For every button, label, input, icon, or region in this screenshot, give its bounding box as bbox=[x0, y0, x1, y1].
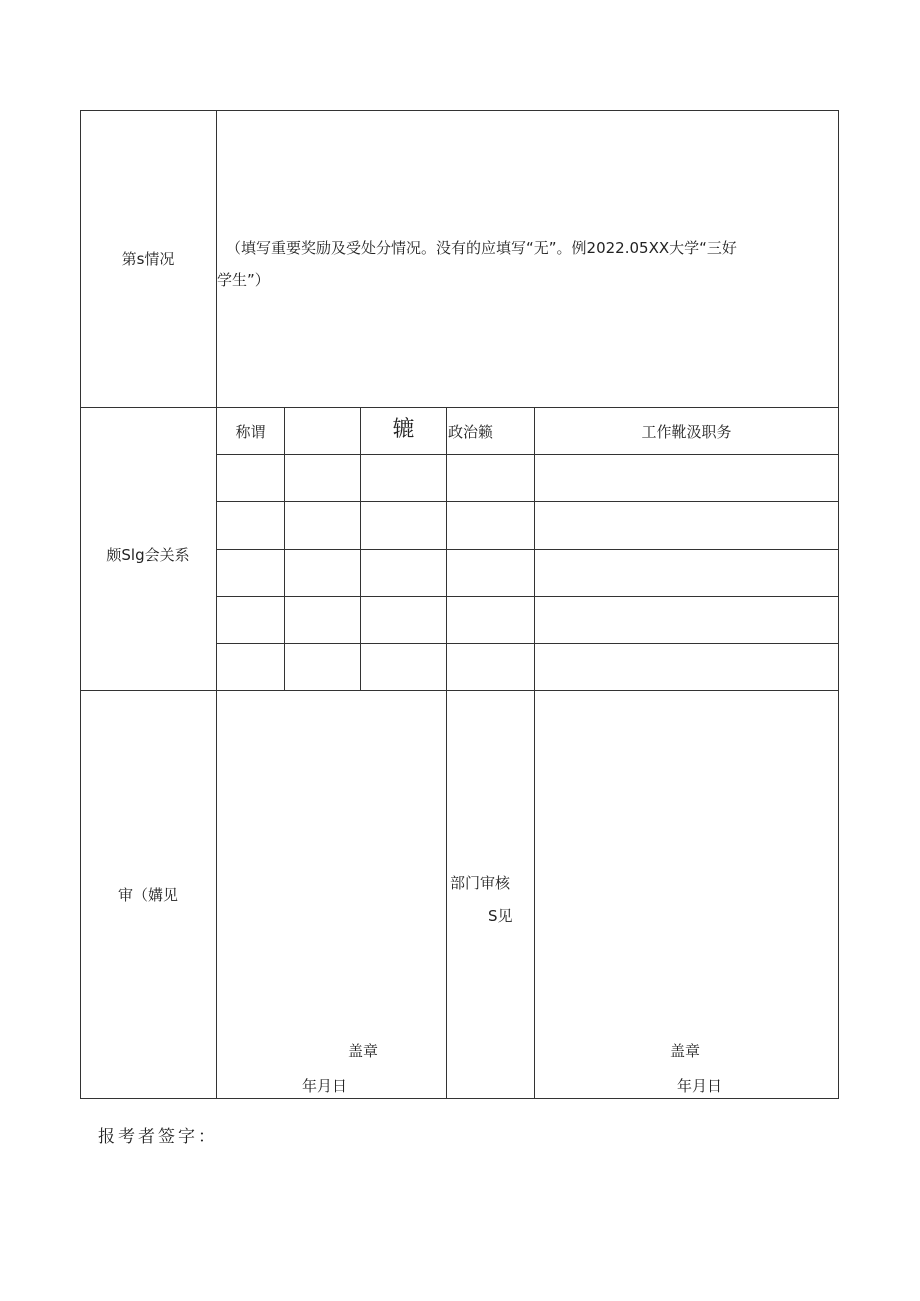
family-section-divider bbox=[80, 690, 839, 691]
seal-left: 盖章 bbox=[348, 1042, 379, 1060]
seal-right: 盖章 bbox=[670, 1042, 701, 1060]
family-row-line bbox=[216, 454, 839, 455]
family-label: 颇Slg会关系 bbox=[106, 546, 190, 564]
date-left: 年月日 bbox=[302, 1077, 348, 1095]
table-border-bottom bbox=[80, 1098, 839, 1099]
dept-review-label: 部门审核 bbox=[450, 874, 511, 892]
family-header-work-position: 工作靴汲职务 bbox=[641, 423, 732, 441]
family-row-line bbox=[216, 549, 839, 550]
family-col-line bbox=[360, 407, 361, 690]
table-border-right bbox=[838, 110, 839, 1099]
family-row-line bbox=[216, 501, 839, 502]
awards-note-line2: 学生”） bbox=[217, 271, 270, 289]
family-row-line bbox=[216, 643, 839, 644]
review-label: 审（媾见 bbox=[117, 886, 178, 904]
application-form-table bbox=[80, 110, 839, 1099]
label-column-divider bbox=[216, 110, 217, 1099]
date-right: 年月日 bbox=[677, 1077, 723, 1095]
family-row-line bbox=[216, 596, 839, 597]
awards-label: 第s情况 bbox=[121, 250, 175, 268]
table-border-top bbox=[80, 110, 839, 111]
family-col-line bbox=[284, 407, 285, 690]
family-header-political-status: 政治籁 bbox=[448, 423, 494, 441]
family-header-relation: 称谓 bbox=[235, 423, 266, 441]
applicant-signature-label: 报考者签字： bbox=[98, 1127, 218, 1147]
family-col-line bbox=[446, 407, 447, 1099]
dept-review-label-2: S见 bbox=[488, 907, 513, 925]
awards-section-divider bbox=[80, 407, 839, 408]
awards-note-line1: （填写重要奖励及受处分情况。没有的应填写“无”。例2022.05XX大学“三好 bbox=[226, 239, 737, 257]
family-header-age: 辘 bbox=[392, 417, 415, 442]
family-col-line bbox=[534, 407, 535, 1099]
